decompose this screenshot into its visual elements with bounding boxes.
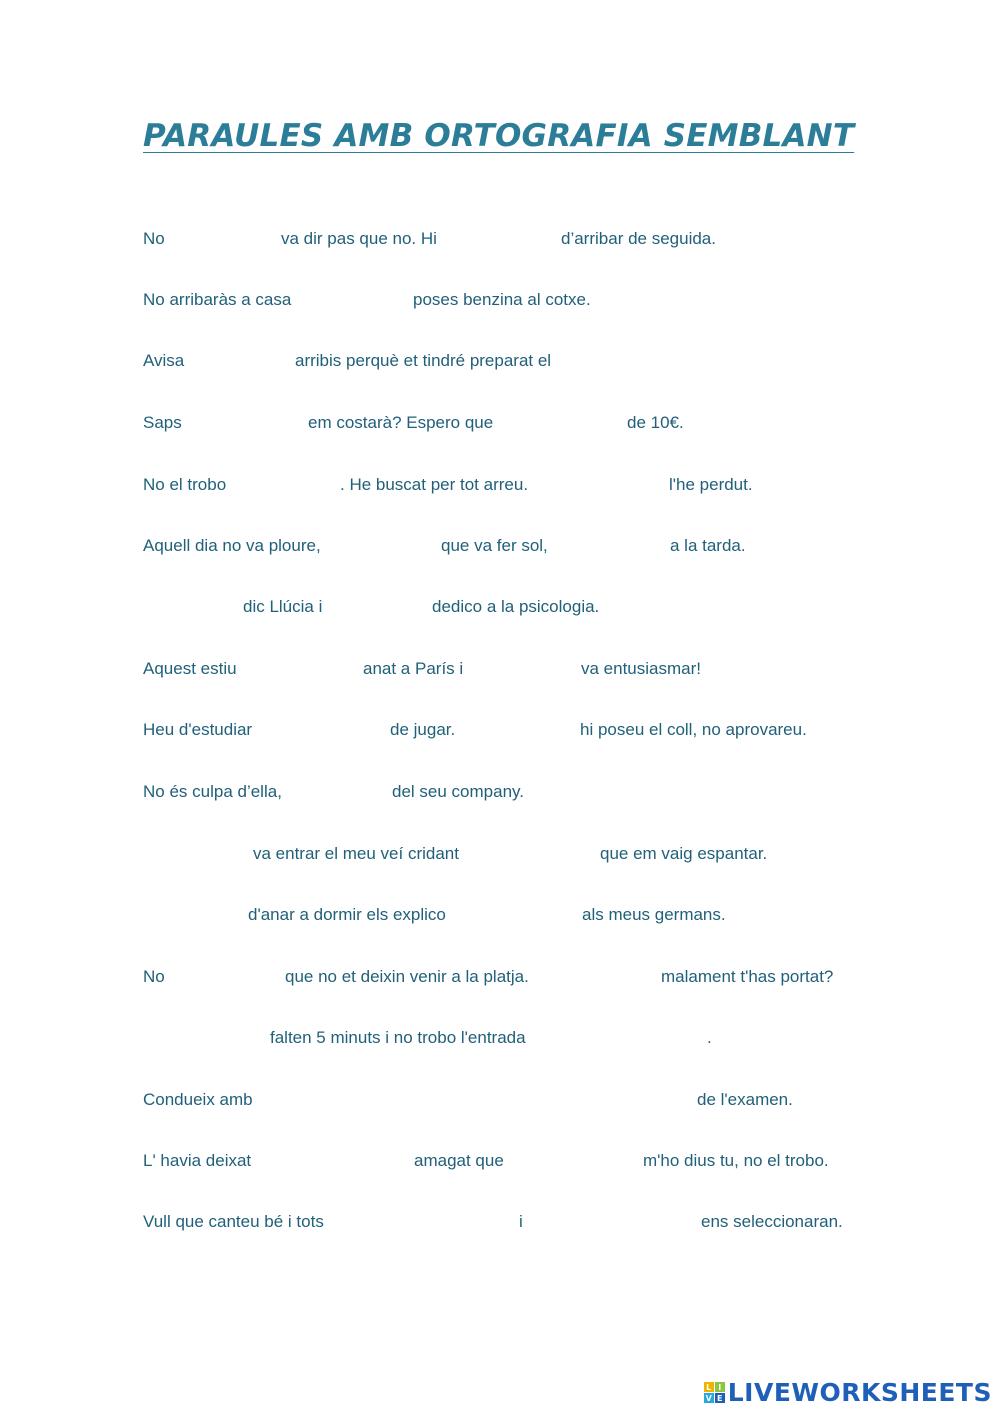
sentence-segment: No xyxy=(143,229,165,248)
sentence-segment: No el trobo xyxy=(143,475,227,494)
sentence-segment: em costarà? Espero que xyxy=(308,413,494,432)
sentence-segment: d'anar a dormir els explico xyxy=(248,905,446,924)
logo-mark-icon xyxy=(704,1382,725,1403)
logo-letter: L xyxy=(704,1382,714,1392)
sentence-segment: Avisa xyxy=(143,351,185,370)
sentence-segment: ens seleccionaran. xyxy=(701,1212,843,1231)
logo-letter: V xyxy=(705,1393,712,1403)
sentence-segment: No arribaràs a casa xyxy=(143,290,292,309)
sentence-segment: va dir pas que no. Hi xyxy=(281,229,437,248)
sentence-segment: va entrar el meu veí cridant xyxy=(253,844,459,863)
sentence-segment: malament t'has portat? xyxy=(661,967,834,986)
sentence-segment: amagat que xyxy=(414,1151,504,1170)
sentence-segment: No xyxy=(143,967,165,986)
sentence-segment: dedico a la psicologia. xyxy=(432,597,600,616)
sentence-segment: Saps xyxy=(143,413,182,432)
sentence-segment: va entusiasmar! xyxy=(581,659,701,678)
sentence-segment: falten 5 minuts i no trobo l'entrada xyxy=(270,1028,526,1047)
sentence-segment: l'he perdut. xyxy=(669,475,753,494)
sentence-segment: de 10€. xyxy=(627,413,684,432)
sentence-segment: de jugar. xyxy=(390,720,456,739)
liveworksheets-logo[interactable] xyxy=(704,1378,992,1407)
sentence-segment: Condueix amb xyxy=(143,1090,253,1109)
logo-letter: I xyxy=(715,1382,725,1392)
sentence-segment: . xyxy=(707,1028,712,1047)
sentence-segment: m'ho dius tu, no el trobo. xyxy=(643,1151,829,1170)
sentence-segment: que va fer sol, xyxy=(441,536,548,555)
sentence-segment: Aquest estiu xyxy=(143,659,237,678)
worksheet-title: PARAULES AMB ORTOGRAFIA SEMBLANT xyxy=(143,118,855,154)
sentence-segment: No és culpa d’ella, xyxy=(143,782,282,801)
sentence-segment: del seu company. xyxy=(392,782,524,801)
sentence-segment: d’arribar de seguida. xyxy=(561,229,716,248)
sentence-segment: poses benzina al cotxe. xyxy=(413,290,591,309)
sentence-segment: Aquell dia no va ploure, xyxy=(143,536,321,555)
sentence-segment: anat a París i xyxy=(363,659,464,678)
sentence-segment: i xyxy=(519,1212,523,1231)
sentence-segment: hi poseu el coll, no aprovareu. xyxy=(580,720,807,739)
sentence-segment: de l'examen. xyxy=(697,1090,793,1109)
sentence-segment: L' havia deixat xyxy=(143,1151,252,1170)
sentence-segment: a la tarda. xyxy=(670,536,746,555)
logo-text: LIVEWORKSHEETS xyxy=(727,1378,992,1407)
sentence-segment: que no et deixin venir a la platja. xyxy=(285,967,529,986)
sentence-segment: . He buscat per tot arreu. xyxy=(340,475,529,494)
sentence-segment: dic Llúcia i xyxy=(243,597,323,616)
sentence-segment: als meus germans. xyxy=(582,905,726,924)
sentence-segment: Vull que canteu bé i tots xyxy=(143,1212,324,1231)
sentence-segment: arribis perquè et tindré preparat el xyxy=(295,351,552,370)
sentence-segment: que em vaig espantar. xyxy=(600,844,768,863)
logo-letter: E xyxy=(715,1393,725,1403)
sentence-segment: Heu d'estudiar xyxy=(143,720,253,739)
